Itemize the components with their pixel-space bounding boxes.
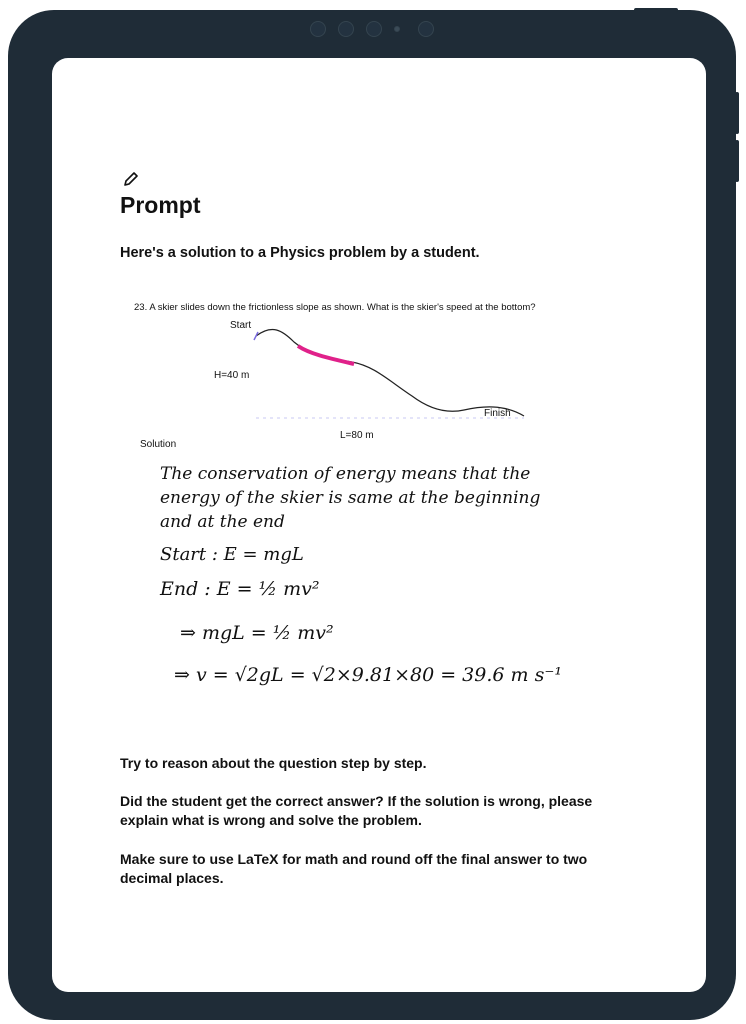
- tablet-frame: [8, 10, 736, 1020]
- volume-down-button: [735, 140, 739, 182]
- intro-text: Here's a solution to a Physics problem by a student.: [120, 245, 480, 261]
- handwriting-line-2: energy of the skier is same at the beginning: [160, 488, 541, 508]
- handwriting-line-3: and at the end: [160, 512, 285, 532]
- handwriting-line-6: ⇒ mgL = ½ mv²: [180, 622, 334, 644]
- pencil-icon: [122, 170, 140, 188]
- camera-bar: [308, 18, 448, 42]
- problem-statement: 23. A skier slides down the frictionless slope as shown. What is the skier's speed at the bottom?: [134, 302, 536, 313]
- handwriting-line-1: The conservation of energy means that the: [160, 464, 531, 484]
- screen: [52, 58, 706, 992]
- instruction-1: Try to reason about the question step by step.: [120, 755, 427, 771]
- height-label: H=40 m: [214, 370, 250, 381]
- volume-up-button: [735, 92, 739, 134]
- start-label: Start: [230, 320, 252, 331]
- length-label: L=80 m: [340, 430, 374, 441]
- handwriting-line-5: End : E = ½ mv²: [160, 578, 320, 600]
- handwriting-line-7: ⇒ v = √2gL = √2×9.81×80 = 39.6 m s⁻¹: [174, 664, 562, 686]
- finish-label: Finish: [484, 408, 511, 419]
- handwriting-line-4: Start : E = mgL: [160, 544, 304, 565]
- top-button: [634, 8, 678, 12]
- problem-image: [112, 292, 652, 732]
- instruction-3: Make sure to use LaTeX for math and round off the final answer to two decimal places.: [120, 851, 588, 886]
- solution-label: Solution: [140, 439, 177, 450]
- page-title: Prompt: [120, 192, 201, 218]
- instruction-2: Did the student get the correct answer? If the solution is wrong, please explain what is wrong and solve the problem.: [120, 793, 593, 828]
